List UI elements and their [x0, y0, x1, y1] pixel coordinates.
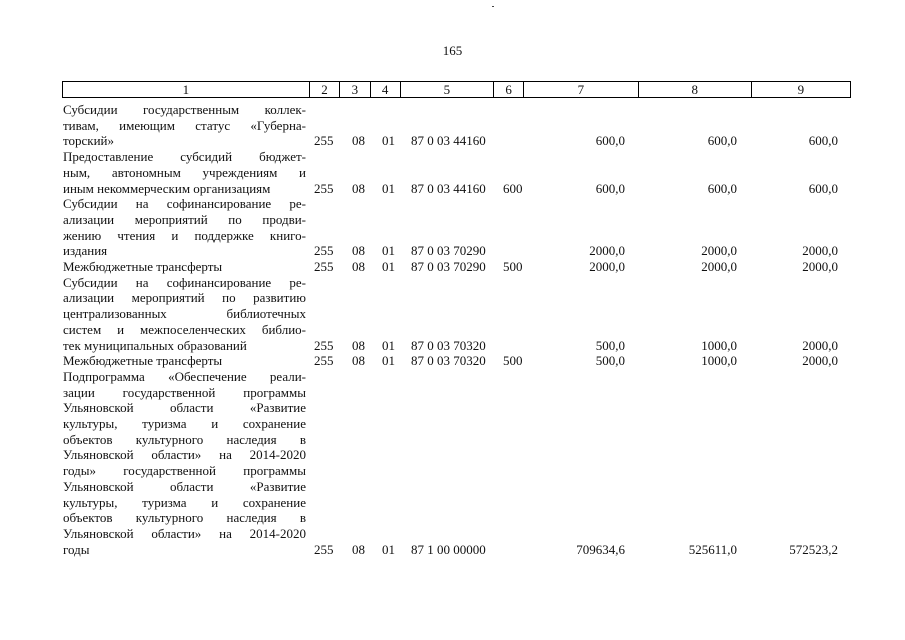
col-amount-3: 600,0 [808, 180, 838, 196]
col-admin-code: 255 [314, 180, 334, 196]
scan-speck [492, 6, 494, 7]
header-col-9: 9 [751, 82, 850, 98]
table-row [63, 369, 853, 557]
col-subsection-code: 01 [382, 243, 395, 259]
row-name-line: Ульяновской области» на 2014-2020 [63, 525, 306, 541]
row-name [63, 353, 306, 369]
table-header [62, 81, 851, 98]
row-name-line: тивам, имеющим статус «Губерна- [63, 117, 306, 133]
col-amount-1: 500,0 [595, 337, 625, 353]
col-amount-3: 2000,0 [802, 353, 838, 369]
row-name-line: жению чтения и поддержке книго- [63, 227, 306, 243]
col-admin-code: 255 [314, 133, 334, 149]
col-subsection-code: 01 [382, 337, 395, 353]
header-col-4: 4 [370, 82, 400, 98]
row-name [63, 196, 306, 259]
row-name-line: Межбюджетные трансферты [63, 259, 223, 275]
row-name-line: годы [63, 541, 90, 557]
table-body [63, 102, 853, 557]
col-amount-1: 600,0 [595, 133, 625, 149]
col-section-code: 08 [352, 541, 365, 557]
col-subsection-code: 01 [382, 133, 395, 149]
row-name-line: Ульяновской области «Развитие [63, 400, 306, 416]
col-section-code: 08 [352, 180, 365, 196]
row-name-line: централизованных библиотечных [63, 306, 306, 322]
row-name [63, 102, 306, 149]
col-target-article: 87 1 00 00000 [411, 541, 486, 557]
row-name-line: культуры, туризма и сохранение [63, 494, 306, 510]
col-amount-1: 709634,6 [576, 541, 625, 557]
col-amount-2: 2000,0 [701, 243, 737, 259]
col-expense-type: 600 [503, 180, 523, 196]
table-row [63, 196, 853, 259]
col-section-code: 08 [352, 337, 365, 353]
col-amount-1: 600,0 [595, 180, 625, 196]
row-name-line: объектов культурного наследия в [63, 510, 306, 526]
row-name-line: систем и межпоселенческих библио- [63, 321, 306, 337]
col-amount-2: 1000,0 [701, 337, 737, 353]
header-col-7: 7 [524, 82, 638, 98]
row-name-line: Подпрограмма «Обеспечение реали- [63, 368, 306, 384]
row-name-line: годы» государственной программы [63, 463, 306, 479]
row-name-line: Межбюджетные трансферты [63, 353, 223, 369]
col-admin-code: 255 [314, 353, 334, 369]
row-name-line: Субсидии на софинансирование ре- [63, 196, 306, 212]
row-name-line: Ульяновской области» на 2014-2020 [63, 447, 306, 463]
col-amount-3: 572523,2 [789, 541, 838, 557]
header-col-3: 3 [340, 82, 370, 98]
col-subsection-code: 01 [382, 541, 395, 557]
col-amount-2: 600,0 [707, 180, 737, 196]
header-col-1: 1 [63, 82, 310, 98]
col-amount-1: 500,0 [595, 353, 625, 369]
col-section-code: 08 [352, 353, 365, 369]
row-name-line: издания [63, 243, 108, 259]
row-name-line: культуры, туризма и сохранение [63, 416, 306, 432]
row-name-line: ализации мероприятий по продви- [63, 211, 306, 227]
col-target-article: 87 0 03 44160 [411, 180, 486, 196]
row-name-line: Субсидии на софинансирование ре- [63, 274, 306, 290]
col-admin-code: 255 [314, 259, 334, 275]
col-amount-2: 600,0 [707, 133, 737, 149]
col-amount-3: 2000,0 [802, 337, 838, 353]
col-admin-code: 255 [314, 541, 334, 557]
col-subsection-code: 01 [382, 259, 395, 275]
col-section-code: 08 [352, 259, 365, 275]
col-section-code: 08 [352, 133, 365, 149]
row-name-line: иным некоммерческим организациям [63, 180, 271, 196]
row-name [63, 275, 306, 354]
table-row [63, 149, 853, 196]
col-target-article: 87 0 03 70290 [411, 259, 486, 275]
table-row [63, 353, 853, 369]
col-expense-type: 500 [503, 353, 523, 369]
col-admin-code: 255 [314, 243, 334, 259]
col-subsection-code: 01 [382, 353, 395, 369]
row-name [63, 369, 306, 557]
col-amount-2: 2000,0 [701, 259, 737, 275]
col-amount-3: 2000,0 [802, 243, 838, 259]
row-name-line: объектов культурного наследия в [63, 431, 306, 447]
col-target-article: 87 0 03 70320 [411, 337, 486, 353]
header-col-6: 6 [493, 82, 523, 98]
table-row [63, 275, 853, 354]
col-amount-2: 525611,0 [688, 541, 737, 557]
row-name-line: тек муниципальных образований [63, 337, 247, 353]
table-row [63, 259, 853, 275]
table-row [63, 102, 853, 149]
col-expense-type: 500 [503, 259, 523, 275]
header-col-5: 5 [400, 82, 493, 98]
row-name-line: ализации мероприятий по развитию [63, 290, 306, 306]
col-amount-1: 2000,0 [589, 259, 625, 275]
col-amount-3: 2000,0 [802, 259, 838, 275]
row-name-line: ным, автономным учреждениям и [63, 164, 306, 180]
row-name-line: Субсидии государственным коллек- [63, 102, 306, 117]
row-name-line: Предоставление субсидий бюджет- [63, 149, 306, 165]
col-amount-1: 2000,0 [589, 243, 625, 259]
col-subsection-code: 01 [382, 180, 395, 196]
col-amount-2: 1000,0 [701, 353, 737, 369]
col-admin-code: 255 [314, 337, 334, 353]
row-name [63, 149, 306, 196]
page-number: 165 [442, 43, 463, 58]
row-name-line: Ульяновской области «Развитие [63, 478, 306, 494]
col-target-article: 87 0 03 44160 [411, 133, 486, 149]
row-name [63, 259, 306, 275]
header-col-8: 8 [638, 82, 751, 98]
header-col-2: 2 [309, 82, 339, 98]
row-name-line: зации государственной программы [63, 384, 306, 400]
col-amount-3: 600,0 [808, 133, 838, 149]
row-name-line: торский» [63, 133, 115, 149]
col-target-article: 87 0 03 70290 [411, 243, 486, 259]
col-section-code: 08 [352, 243, 365, 259]
col-target-article: 87 0 03 70320 [411, 353, 486, 369]
